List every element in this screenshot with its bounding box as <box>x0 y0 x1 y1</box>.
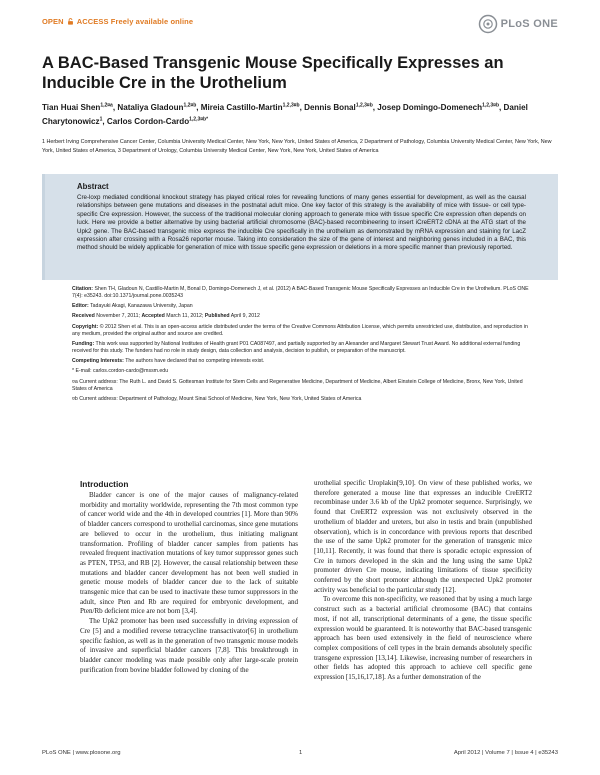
brand-name: PLoS ONE <box>500 18 558 30</box>
citation: Citation: Shen TH, Gladoun N, Castillo-Martin M, Bonal D, Domingo-Domenech J, et al. (2012) A BAC-Based Transgenic Mouse Specifically Expresses an Inducible Cre in the Urothelium. PLoS ONE 7(4): e35243. doi:10.1371/journal.pone.0035243 <box>72 286 529 300</box>
funding: Funding: This work was supported by National Institutes of Health grant P01 CA087497, and partially supported by an Alexander and Margaret Stewart Trust Award. No additional external funding received for this study. The funders had no role in study design, data collection and analysis, decision to publish, or preparation of the manuscript. <box>72 340 521 355</box>
issue-info: April 2012 | Volume 7 | Issue 4 | e35243 <box>453 750 558 756</box>
intro-paragraph-3: urothelial specific Uroplakin[9,10]. On view of these published works, we therefore generated a mouse line that expresses an inducible CreERT2 recombinase under 3.6 kb of the Upk2 promoter sequence. Surprisingly, we found that CreERT2 expression was not exclusively observed in the urothelium of bladder and ureters, but also in testis and brain (unpublished observation), which is in concordance with previous reports that described the use of the same Upk2 promoter for the generation of transgenic mice [10,11]. Recently, it was found that there is sporadic ectopic expression of Cre in tumors developed in the skin and the lung using the same Upk2 promoter driven Cre mouse, indicating limitations of tissue specificity conferred by the short promoter although the unexpected Upk2 promoter activity was beneficial to the particular study [12]. <box>314 479 532 594</box>
open-lock-icon <box>67 18 74 25</box>
page-number: 1 <box>299 750 303 756</box>
copyright: Copyright: © 2012 Shen et al. This is an open-access article distributed under the terms of the Creative Commons Attribution License, which permits unrestricted use, distribution, and reproduction in any medium, provided the original author and source are credited. <box>72 323 528 337</box>
article-metadata <box>72 286 536 406</box>
left-column <box>80 473 298 675</box>
author: Nataliya Gladoun$^{1,2¤b}$, <box>117 102 201 112</box>
author-list <box>42 99 558 128</box>
author: Daniel Charytonowicz$^1$, <box>42 102 528 127</box>
journal-header <box>42 14 558 36</box>
current-address-a: ¤a Current address: The Ruth L. and David S. Gottesman Institute for Stem Cells and Regenerative Medicine, Department of Medicine, Albert Einstein College of Medicine, Bronx, New York, United States of America <box>72 378 523 392</box>
introduction-heading: Introduction <box>80 479 129 489</box>
intro-paragraph-2: The Upk2 promoter has been used successfully in driving expression of Cre [5] and a modified reverse tetracycline transactivator[6] in urothelium specific fashion, as well as in the generation of two transgenic mouse models of invasive and superficial bladder cancers [7,8]. This breakthrough in bladder cancer modeling was made possible only after large-scale protein purification from bovine bladder followed by cloning of the <box>80 617 298 674</box>
right-column <box>314 479 532 683</box>
author: Tian Huai Shen$^{1,2¤a}$, <box>42 102 118 112</box>
abstract-text: Cre-loxp mediated conditional knockout strategy has played critical roles for revealing functions of many genes essential for development, as well as the causal relationships between gene mutations and diseases in the postnatal adult mice. One key factor of this strategy is the availability of mice with tissue- or cell type-specific Cre expression. However, the success of the traditional molecular cloning approach to generate mice with tissue specific Cre expression often depends on luck. Here we provide a better alternative by using bacterial artificial chromosome (BAC)-based recombineering to insert iCreERT2 cDNA at the ATG start of the Upk2 gene. The BAC-based transgenic mice express the inducible Cre specifically in the urothelium as demonstrated by mRNA expression and staining for LacZ expression after crossing with a Rosa26 reporter mouse. Taking into consideration the size of the gene of interest and neighboring genes included in a BAC, this method should be widely applicable for generation of mice with tissue specific gene expression or deletions in a more specific manner than previously reported. <box>77 194 526 252</box>
intro-paragraph-1: Bladder cancer is one of the major causes of malignancy-related morbidity and mortality worldwide, representing the 7th most common type of cancer world wide and the 4th in developed countries [1]. More than 90% of bladder cancers correspond to urothelial carcinomas, since gene mutations are believed to occur in the urothelium, thus initiating malignant transformation. Profiling of bladder cancer samples from patients has revealed frequent inactivation mutations of key tumor suppressor genes such as PTEN, TP53, and RB [2]. However, the causal relationship between these mutations and bladder cancer development has not been well studied in genetic mouse models of bladder cancer due to the lack of suitable transgenic mice that can be used to inactivate these tumor suppressors in the adult, since Pten and Rb are required for embryonic development, and Pten/Rb deficient mice are not born [3,4]. <box>80 491 298 616</box>
open-access-banner <box>42 17 193 26</box>
access-label: ACCESS <box>76 17 109 26</box>
author: Josep Domingo-Domenech$^{1,2,3¤b}$, <box>377 102 504 112</box>
author: Dennis Bonal$^{1,2,3¤b}$, <box>304 102 378 112</box>
intro-paragraph-4: To overcome this non-specificity, we reasoned that by using a much large construct such as a bacterial artificial chromosome (BAC) that contains most, if not all, transcriptional determinants of a gene, the tissue specific expression would be guaranteed. It is noteworthy that BAC-based transgenic approach has been used extensively in the field of neuroscience where complex compositions of cell types in the brain demands absolutely specific transgene expression [13,14]. Likewise, increasing number of researchers in other fields has adopted this approach to achieve cell specific gene expression [15,16,17,18]. As a further demonstration of the <box>314 595 532 682</box>
freely-available-label: Freely available online <box>110 17 194 26</box>
journal-url: PLoS ONE | www.plosone.org <box>42 750 121 756</box>
open-label: OPEN <box>42 17 64 26</box>
competing-interests: Competing Interests: The authors have declared that no competing interests exist. <box>72 358 265 365</box>
author: Carlos Cordon-Cardo$^{1,2,3¤b*}$ <box>106 116 209 127</box>
abstract-box <box>42 174 558 280</box>
current-address-b: ¤b Current address: Department of Pathology, Mount Sinai School of Medicine, New York, New York, United States of America <box>72 395 362 402</box>
article-title: A BAC-Based Transgenic Mouse Specifically Expresses an Inducible Cre in the Urothelium <box>42 54 504 92</box>
editor: Editor: Tadayuki Akagi, Kanazawa University, Japan <box>72 303 193 310</box>
email: * E-mail: carlos.cordon-cardo@mssm.edu <box>72 368 169 375</box>
dates: Received November 7, 2011; Accepted March 11, 2012; Published April 9, 2012 <box>72 313 260 320</box>
abstract-heading: Abstract <box>77 182 109 191</box>
author: Mireia Castillo-Martin$^{1,2,3¤b}$, <box>200 102 305 112</box>
plos-one-brand <box>478 14 558 34</box>
affiliations: 1 Herbert Irving Comprehensive Cancer Center, Columbia University Medical Center, New York, New York, United States of America, 2 Department of Pathology, Columbia University Medical Center, New York, New York, United States of America, 3 Department of Urology, Columbia University Medical Center, New York, New York, United States of America <box>42 139 552 154</box>
plos-logo-icon <box>478 14 498 34</box>
